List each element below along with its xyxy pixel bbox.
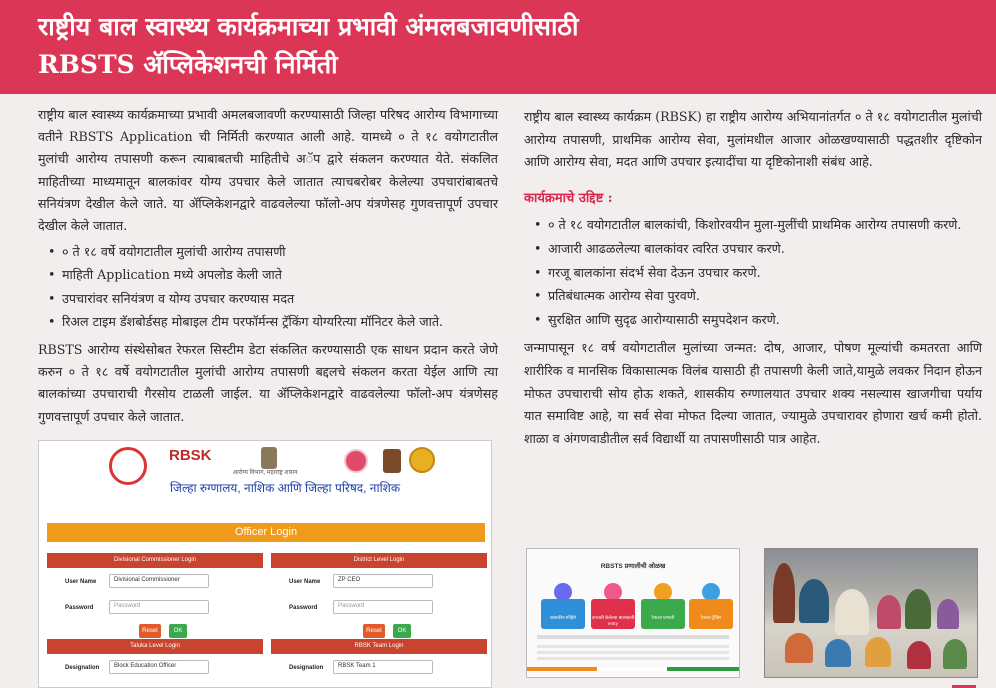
right-column — [524, 106, 982, 454]
ok-button[interactable]: OK — [169, 624, 187, 638]
designation-label: Designation — [289, 665, 324, 671]
reset-button[interactable]: Reset — [139, 624, 161, 638]
flyer-card: रेफरल प्रणाली — [641, 599, 685, 629]
photo-person — [773, 563, 795, 623]
photo-person — [785, 633, 813, 663]
health-checkup-photo — [764, 548, 978, 678]
photo-person — [877, 595, 901, 629]
rbsts-flyer-image — [526, 548, 740, 678]
list-item: • ० ते १८ वर्षे वयोगटातील मुलांची आरोग्य तपासणी — [48, 241, 498, 263]
list-item: • रिअल टाइम डॅशबोर्डसह मोबाइल टीम परफॉर्मन्स ट्रॅकिंग योग्यरित्या मॉनिटर केले जाते. — [48, 311, 498, 333]
list-item: • प्रतिबंधात्मक आरोग्य सेवा पुरवणे. — [534, 285, 982, 308]
divisional-login-panel — [47, 553, 263, 642]
page-title-line-2: RBSTS ॲप्लिकेशनची निर्मिती — [38, 50, 338, 79]
left-column — [38, 104, 498, 432]
taluka-login-panel — [47, 639, 263, 680]
officer-login-bar: Officer Login — [47, 523, 485, 542]
panel-title: Divisional Commissioner Login — [47, 553, 263, 568]
flyer-fine-print — [537, 635, 729, 639]
list-item: • आजारी आढळलेल्या बालकांवर त्वरित उपचार करणे. — [534, 238, 982, 261]
district-login-panel — [271, 553, 487, 642]
panel-title: RBSK Team Login — [271, 639, 487, 654]
rbsk-team-login-panel — [271, 639, 487, 680]
user-name-select[interactable]: Divisional Commissioner — [109, 574, 209, 588]
login-screenshot — [38, 440, 492, 688]
photo-person — [905, 589, 931, 629]
national-emblem-icon — [261, 447, 277, 469]
flyer-fine-print — [537, 645, 729, 648]
password-input[interactable]: Password — [109, 600, 209, 614]
org-name: आरोग्य विभाग, महाराष्ट्र शासन — [232, 470, 298, 476]
designation-label: Designation — [65, 665, 100, 671]
right-intro-paragraph: राष्ट्रीय बाल स्वास्थ्य कार्यक्रम (RBSK) हा राष्ट्रीय आरोग्य अभियानांतर्गत ० ते १८ वयोगटातील मुलांची आरोग्य तपासणी, प्राथमिक आरोग्य सेवा, मुलांमधील आजार ओळखण्यासाठी पद्धतशीर दृष्टिकोन आणि आरोग्य सेवा, मदत आणि उपचार इत्यादींचा या दृष्टिकोनाशी संबंध आहे. — [524, 109, 982, 170]
flyer-fine-print — [537, 651, 729, 654]
password-label: Password — [65, 605, 94, 611]
flyer-tricolor-stripe — [527, 667, 739, 671]
flyer-card: उपचारी केलेल्या बालकांची entry — [591, 599, 635, 629]
photo-person — [907, 641, 931, 669]
list-item: • उपचारांवर सनियंत्रण व योग्य उपचार करण्यास मदत — [48, 288, 498, 310]
flyer-fine-print — [537, 657, 729, 660]
ok-button[interactable]: OK — [393, 624, 411, 638]
list-item: • सुरक्षित आणि सुदृढ आरोग्यासाठी समुपदेशन करणे. — [534, 309, 982, 332]
designation-select[interactable]: Block Education Officer — [109, 660, 209, 674]
user-name-select[interactable]: ZP CEO — [333, 574, 433, 588]
flyer-card: शासकीय मोहिमे — [541, 599, 585, 629]
photo-person — [943, 639, 967, 669]
photo-person — [799, 579, 829, 623]
title-banner — [0, 0, 996, 94]
left-closing-paragraph: RBSTS आरोग्य संस्थेसोबत रेफरल सिस्टीम डेटा संकलित करण्यासाठी एक साधन प्रदान करते जेणे करुन ० ते १८ वर्षे वयोगटातील मुलांची आरोग्य तपासणी बद्दलचे संकलन करता येईल आणि त्या बालकांच्या उपचाराची गैरसोय टाळली जाईल. या ॲप्लिकेशनद्वारे वाढवलेल्या फॉलो-अप यंत्रणेसह गुणवत्तापूर्ण उपचार केले जातात. — [38, 342, 498, 424]
flyer-title: RBSTS प्रणालीची ओळख — [600, 563, 666, 570]
photo-person — [937, 599, 959, 629]
list-item: • ० ते १८ वयोगटातील बालकांची, किशोरवयीन मुला-मुलींची प्राथमिक आरोग्य तपासणी करणे. — [534, 214, 982, 237]
rbsk-logo: RBSK — [169, 447, 212, 464]
right-closing-paragraph: जन्मापासून १८ वर्ष वयोगटातील मुलांच्या जन्मत: दोष, आजार, पोषण मूल्यांची कमतरता आणि शारीरिक व मानसिक विकासात्मक विलंब यासाठी ही तपासणी केली जाते,यामुळे लवकर निदान होऊन मोफत उपचाराची सोय होऊ शकते, शासकीय रुग्णालयात उपचार शक्य नसल्यास खाजगीचा पर्याय यात समाविष्ट आहे, या सर्व सेवा मोफत दिल्या जातात, ज्यामुळे उपचारावर होणारा खर्च कमी होतो. शाळा व अंगणवाडीतील सर्व विद्यार्थी या तपासणीसाठी पात्र आहेत. — [524, 340, 982, 446]
reset-button[interactable]: Reset — [363, 624, 385, 638]
password-input[interactable]: Password — [333, 600, 433, 614]
user-name-label: User Name — [289, 579, 321, 585]
list-item: • गरजू बालकांना संदर्भ सेवा देऊन उपचार करणे. — [534, 262, 982, 285]
objectives-list — [534, 214, 982, 331]
left-bullet-list — [48, 241, 498, 333]
objectives-heading: कार्यक्रमाचे उद्दिष्ट : — [524, 190, 613, 206]
designation-select[interactable]: RBSK Team 1 — [333, 660, 433, 674]
office-title: जिल्हा रुग्णालय, नाशिक आणि जिल्हा परिषद, नाशिक — [169, 481, 401, 495]
password-label: Password — [289, 605, 318, 611]
left-intro-paragraph: राष्ट्रीय बाल स्वास्थ्य कार्यक्रमाच्या प्रभावी अमलबजावणी करण्यासाठी जिल्हा परिषद आरोग्य विभागाच्या वतीने RBSTS Application ची निर्मिती करण्यात आली आहे. यामध्ये ० ते १८ वयोगटातील मुलांची आरोग्य तपासणी करून त्याबाबतची माहितीचे अॅप द्वारे संकलन करण्यात येते. संकलित माहितीच्या माध्यमातून बालकांवर योग्य उपचार केले जातात त्याचबरोबर केलेल्या उपचारांबाबतचे सनियंत्रण देखील केले जाते. या ॲप्लिकेशनद्वारे वाढवलेल्या फॉलो-अप यंत्रणेसह गुणवत्तापूर्ण उपचार देखील केले जातात. — [38, 107, 498, 234]
panel-title: Taluka Level Login — [47, 639, 263, 654]
photo-person — [835, 589, 869, 635]
panel-title: District Level Login — [271, 553, 487, 568]
page-title-line-1: राष्ट्रीय बाल स्वास्थ्य कार्यक्रमाच्या प्रभावी अंमलबजावणीसाठी — [38, 12, 579, 41]
list-item: • माहिती Application मध्ये अपलोड केली जाते — [48, 264, 498, 286]
photo-person — [825, 639, 851, 667]
flyer-card: रेफरल ट्रॅकिंग — [689, 599, 733, 629]
user-name-label: User Name — [65, 579, 97, 585]
photo-person — [865, 637, 891, 667]
